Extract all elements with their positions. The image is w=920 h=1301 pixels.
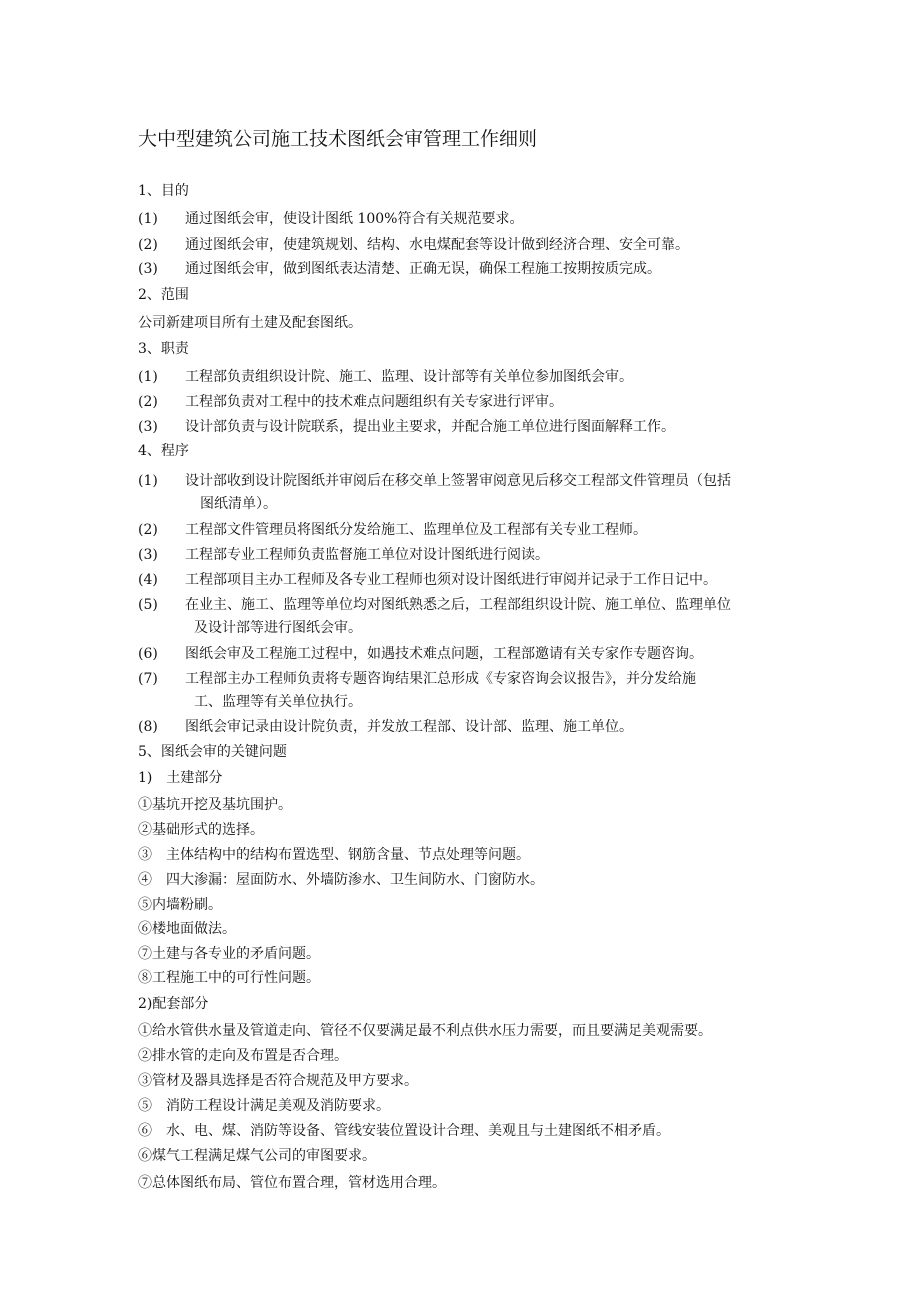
item-text: 设计部负责与设计院联系，提出业主要求，并配合施工单位进行图面解释工作。 <box>185 419 675 435</box>
list-item: ①基坑开挖及基坑围护。 <box>138 797 292 813</box>
list-item: ⑦土建与各专业的矛盾问题。 <box>138 946 320 962</box>
item-continuation: 及设计部等进行图纸会审。 <box>194 620 362 636</box>
item-text: 工程部项目主办工程师及各专业工程师也须对设计图纸进行审阅并记录于工作日记中。 <box>185 572 717 588</box>
item-text: 设计部收到设计院图纸并审阅后在移交单上签署审阅意见后移交工程部文件管理员（包括 <box>185 473 731 489</box>
item-number: (1) <box>138 211 158 227</box>
item-text: 通过图纸会审，使设计图纸 100%符合有关规范要求。 <box>185 211 524 227</box>
item-number: (1) <box>138 473 158 489</box>
item-text: 通过图纸会审，使建筑规划、结构、水电煤配套等设计做到经济合理、安全可靠。 <box>185 237 689 253</box>
item-number: (8) <box>138 719 158 735</box>
list-item: ⑥楼地面做法。 <box>138 921 236 937</box>
section-heading: 1、目的 <box>138 183 189 199</box>
item-text: 工程部负责对工程中的技术难点问题组织有关专家进行评审。 <box>185 394 563 410</box>
item-text: 工程部专业工程师负责监督施工单位对设计图纸进行阅读。 <box>185 547 549 563</box>
list-item: ⑤内墙粉刷。 <box>138 897 222 913</box>
subsection-heading: 1) 土建部分 <box>138 770 223 786</box>
document-title: 大中型建筑公司施工技术图纸会审管理工作细则 <box>138 128 538 150</box>
item-continuation: 工、监理等有关单位执行。 <box>194 694 362 710</box>
item-number: (2) <box>138 394 158 410</box>
item-text: 通过图纸会审，做到图纸表达清楚、正确无误，确保工程施工按期按质完成。 <box>185 261 661 277</box>
section-heading: 5、图纸会审的关键问题 <box>138 744 287 760</box>
item-number: (5) <box>138 597 158 613</box>
list-item: ⑥ 水、电、煤、消防等设备、管线安装位置设计合理、美观且与土建图纸不相矛盾。 <box>138 1123 670 1139</box>
list-item: ⑦总体图纸布局、管位布置合理，管材选用合理。 <box>138 1175 446 1191</box>
item-text: 工程部负责组织设计院、施工、监理、设计部等有关单位参加图纸会审。 <box>185 369 633 385</box>
item-number: (2) <box>138 522 158 538</box>
list-item: ⑥煤气工程满足煤气公司的审图要求。 <box>138 1148 376 1164</box>
section-heading: 3、职责 <box>138 341 189 357</box>
list-item: ②基础形式的选择。 <box>138 822 264 838</box>
item-text: 工程部文件管理员将图纸分发给施工、监理单位及工程部有关专业工程师。 <box>185 522 647 538</box>
item-continuation: 图纸清单）。 <box>200 496 277 512</box>
item-text: 工程部主办工程师负责将专题咨询结果汇总形成《专家咨询会议报告》，并分发给施 <box>185 671 696 687</box>
item-text: 图纸会审记录由设计院负责，并发放工程部、设计部、监理、施工单位。 <box>185 719 633 735</box>
paragraph: 公司新建项目所有土建及配套图纸。 <box>138 315 362 331</box>
list-item: ①给水管供水量及管道走向、管径不仅要满足最不利点供水压力需要，而且要满足美观需要。 <box>138 1023 712 1039</box>
item-number: (1) <box>138 369 158 385</box>
item-number: (3) <box>138 547 158 563</box>
section-heading: 2、范围 <box>138 287 189 303</box>
list-item: ③ 主体结构中的结构布置选型、钢筋含量、节点处理等问题。 <box>138 847 530 863</box>
item-number: (2) <box>138 237 158 253</box>
subsection-heading: 2)配套部分 <box>138 996 209 1012</box>
list-item: ④ 四大渗漏：屋面防水、外墙防渗水、卫生间防水、门窗防水。 <box>138 872 544 888</box>
item-text: 在业主、施工、监理等单位均对图纸熟悉之后，工程部组织设计院、施工单位、监理单位 <box>185 597 731 613</box>
item-number: (3) <box>138 261 158 277</box>
item-number: (3) <box>138 419 158 435</box>
item-number: (6) <box>138 646 158 662</box>
item-number: (4) <box>138 572 158 588</box>
item-text: 图纸会审及工程施工过程中，如遇技术难点问题，工程部邀请有关专家作专题咨询。 <box>185 646 703 662</box>
list-item: ②排水管的走向及布置是否合理。 <box>138 1048 348 1064</box>
item-number: (7) <box>138 671 158 687</box>
list-item: ⑤ 消防工程设计满足美观及消防要求。 <box>138 1098 390 1114</box>
list-item: ③管材及器具选择是否符合规范及甲方要求。 <box>138 1073 418 1089</box>
section-heading: 4、程序 <box>138 443 189 459</box>
list-item: ⑧工程施工中的可行性问题。 <box>138 970 320 986</box>
